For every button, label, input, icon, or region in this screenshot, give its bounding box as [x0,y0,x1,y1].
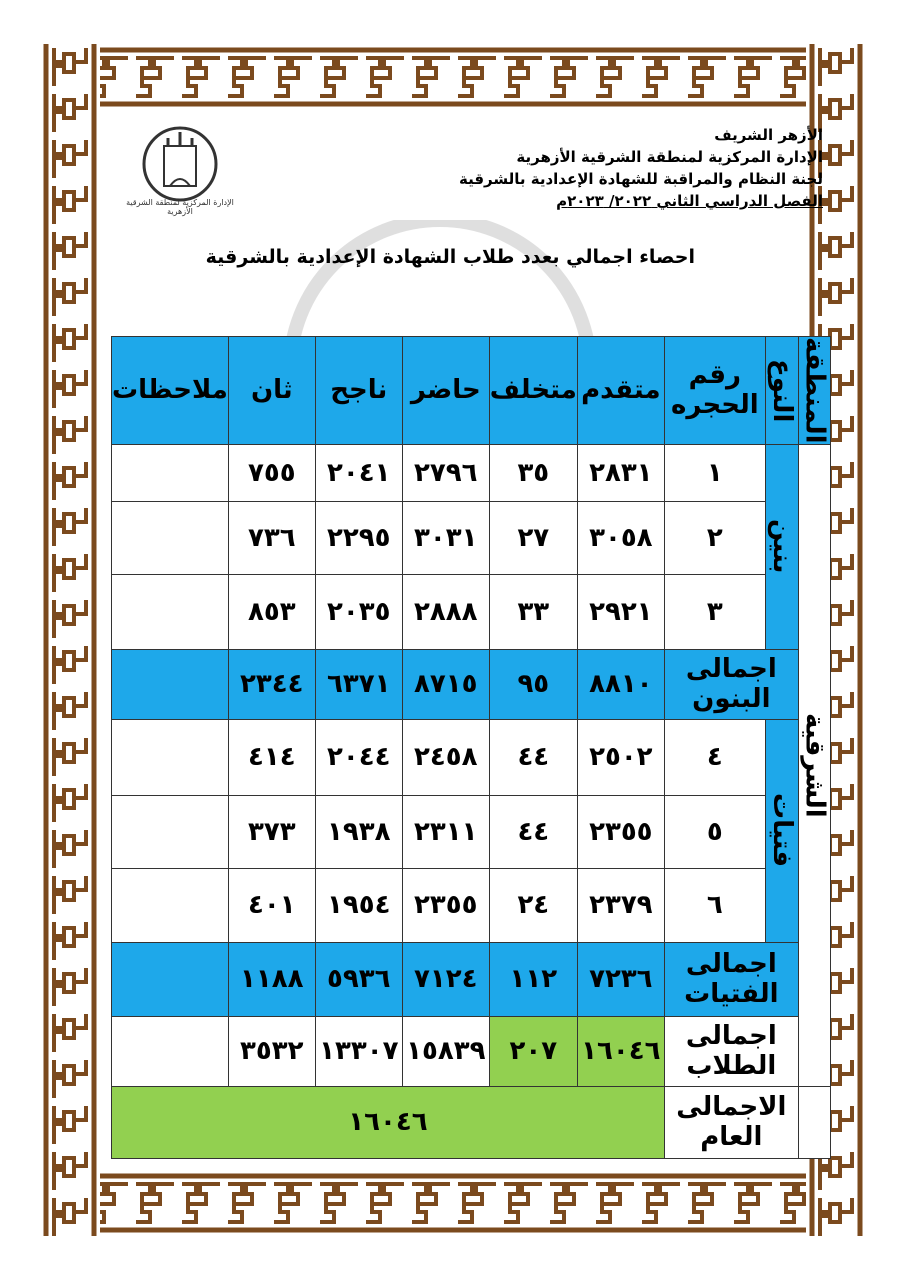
present-cell: ٨٧١٥ [402,649,489,719]
second-cell: ٤٠١ [228,868,315,942]
border-bottom [40,1170,866,1236]
col-header-region: المنطقة [799,337,830,444]
table-row [112,444,831,501]
passed-cell: ١٩٥٤ [315,868,402,942]
table-row [112,574,831,649]
room-cell: ٤ [664,719,765,795]
col-header-second: ثان [228,337,315,445]
passed-cell: ٥٩٣٦ [315,942,402,1016]
applied-cell: ٨٨١٠ [577,649,664,719]
absent-cell: ٤٤ [489,795,577,868]
notes-cell [112,649,229,719]
header-row [112,337,831,445]
absent-cell: ٢٠٧ [489,1016,577,1086]
applied-cell: ٢٨٣١ [577,444,664,501]
region-cell: الشرقية [798,444,830,1086]
present-cell: ٢٤٥٨ [402,719,489,795]
passed-cell: ٢٠٤٤ [315,719,402,795]
col-header-applied: متقدم [577,337,664,445]
students-total-row [112,1016,831,1086]
absent-cell: ٩٥ [489,649,577,719]
term-line: الفصل الدراسي الثاني ٢٠٢٢/ ٢٠٢٣م [556,192,823,210]
col-header-present: حاضر [402,337,489,445]
applied-cell: ١٦٠٤٦ [577,1016,664,1086]
girls-group-cell: فتيات [765,719,798,942]
second-cell: ٤١٤ [228,719,315,795]
present-cell: ٣٠٣١ [402,501,489,574]
present-cell: ٢٣١١ [402,795,489,868]
notes-cell [112,501,229,574]
boys-total-label: اجمالى البنون [664,649,798,719]
applied-cell: ٢٩٢١ [577,574,664,649]
applied-cell: ٢٣٥٥ [577,795,664,868]
passed-cell: ١٩٣٨ [315,795,402,868]
absent-cell: ٢٤ [489,868,577,942]
present-cell: ٢٣٥٥ [402,868,489,942]
second-cell: ٣٥٣٢ [228,1016,315,1086]
passed-cell: ٦٣٧١ [315,649,402,719]
border-left [40,44,100,1236]
second-cell: ٨٥٣ [228,574,315,649]
grand-total-row [112,1086,831,1158]
notes-cell [112,942,229,1016]
present-cell: ٧١٢٤ [402,942,489,1016]
table-row [112,719,831,795]
table-row [112,501,831,574]
absent-cell: ٢٧ [489,501,577,574]
col-header-notes: ملاحظات [112,337,229,445]
col-header-passed: ناجح [315,337,402,445]
room-cell: ٥ [664,795,765,868]
absent-cell: ٤٤ [489,719,577,795]
room-cell: ٢ [664,501,765,574]
absent-cell: ١١٢ [489,942,577,1016]
applied-cell: ٧٢٣٦ [577,942,664,1016]
second-cell: ٣٧٣ [228,795,315,868]
border-top [40,44,866,110]
notes-cell [112,719,229,795]
table-row [112,868,831,942]
present-cell: ٢٧٩٦ [402,444,489,501]
notes-cell [112,868,229,942]
absent-cell: ٣٥ [489,444,577,501]
second-cell: ١١٨٨ [228,942,315,1016]
logo-caption: الإدارة المركزية لمنطقة الشرقية الأزهرية [126,198,234,216]
notes-cell [112,574,229,649]
absent-cell: ٣٣ [489,574,577,649]
passed-cell: ١٣٣٠٧ [315,1016,402,1086]
boys-group-cell: بنين [765,444,798,649]
applied-cell: ٢٥٠٢ [577,719,664,795]
letterhead [263,124,823,212]
boys-total-row [112,649,831,719]
present-cell: ٢٨٨٨ [402,574,489,649]
room-cell: ١ [664,444,765,501]
room-cell: ٣ [664,574,765,649]
committee-name: لجنة النظام والمراقبة للشهادة الإعدادية بالشرقية [458,170,823,188]
col-header-type: النوع [765,337,798,445]
girls-total-label: اجمالى الفتيات [664,942,798,1016]
notes-cell [112,795,229,868]
notes-cell [112,444,229,501]
grand-total-label: الاجمالى العام [664,1086,798,1158]
col-header-absent: متخلف [489,337,577,445]
passed-cell: ٢٠٤١ [315,444,402,501]
region-spacer [798,1086,830,1158]
room-cell: ٦ [664,868,765,942]
applied-cell: ٣٠٥٨ [577,501,664,574]
passed-cell: ٢٢٩٥ [315,501,402,574]
org-name: الأزهر الشريف [714,126,823,144]
grand-total-value: ١٦٠٤٦ [112,1086,665,1158]
second-cell: ٢٣٤٤ [228,649,315,719]
statistics-table [111,336,831,1159]
col-header-room: رقم الحجره [664,337,765,445]
administration-name: الإدارة المركزية لمنطقة الشرقية الأزهرية [516,148,823,166]
table-row [112,795,831,868]
passed-cell: ٢٠٣٥ [315,574,402,649]
second-cell: ٧٥٥ [228,444,315,501]
girls-total-row [112,942,831,1016]
applied-cell: ٢٣٧٩ [577,868,664,942]
present-cell: ١٥٨٣٩ [402,1016,489,1086]
second-cell: ٧٣٦ [228,501,315,574]
students-total-label: اجمالى الطلاب [664,1016,798,1086]
notes-cell [112,1016,229,1086]
document-title: احصاء اجمالي بعدد طلاب الشهادة الإعدادية بالشرقية [205,246,695,268]
